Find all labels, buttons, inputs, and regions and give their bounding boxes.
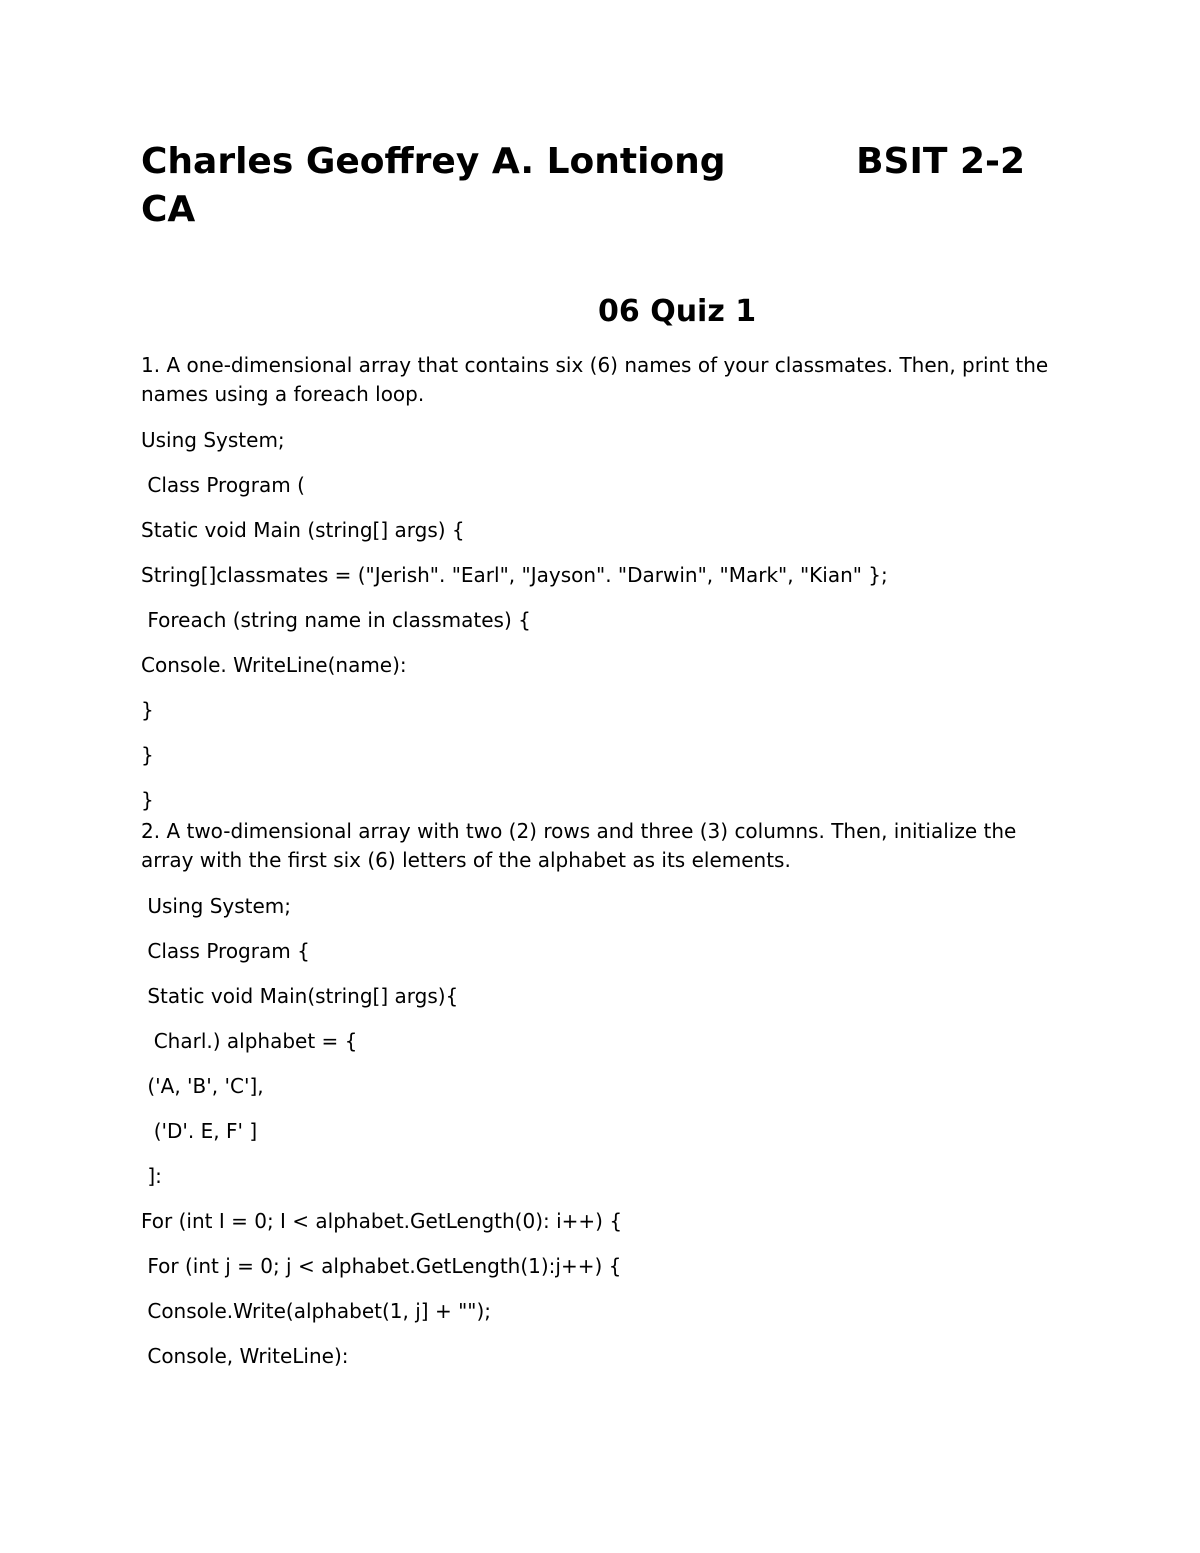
code-line: Console.Write(alphabet(1, j] + ""); — [141, 1299, 492, 1323]
question-2-prompt: 2. A two-dimensional array with two (2) rows and three (3) columns. Then, initialize the array with the first six (6) letters of the alphabet as its elements. — [141, 819, 1017, 872]
code-line: Console. WriteLine(name): — [141, 653, 407, 677]
student-name: Charles Geoffrey A. Lontiong — [141, 141, 726, 182]
code-line: } — [141, 698, 154, 722]
student-section-continued: CA — [141, 189, 196, 230]
code-line: String[]classmates = ("Jerish". "Earl", "Jayson". "Darwin", "Mark", "Kian" }; — [141, 563, 888, 587]
question-1-prompt: 1. A one-dimensional array that contains six (6) names of your classmates. Then, print the names using a foreach loop. — [141, 353, 1049, 406]
code-line: ('A, 'B', 'C'], — [141, 1074, 264, 1098]
code-line: Class Program ( — [141, 473, 305, 497]
code-line: Using System; — [141, 428, 285, 452]
code-line: Class Program { — [141, 939, 310, 963]
page-title: 06 Quiz 1 — [598, 294, 757, 329]
code-line: For (int j = 0; j < alphabet.GetLength(1):j++) { — [141, 1254, 622, 1278]
code-line: Static void Main(string[] args){ — [141, 984, 459, 1008]
document-body — [141, 351, 1061, 1386]
code-line: Charl.) alphabet = { — [141, 1029, 358, 1053]
code-line: ]: — [141, 1164, 162, 1188]
header-line — [141, 138, 1025, 186]
student-section: BSIT 2-2 — [856, 141, 1025, 182]
code-line: } — [141, 743, 154, 767]
code-line: Static void Main (string[] args) { — [141, 518, 465, 542]
code-line: Using System; — [141, 894, 292, 918]
code-line: For (int I = 0; I < alphabet.GetLength(0): i++) { — [141, 1209, 623, 1233]
code-line: } — [141, 788, 154, 812]
code-line: Console, WriteLine): — [141, 1344, 349, 1368]
code-line: Foreach (string name in classmates) { — [141, 608, 531, 632]
code-line: ('D'. E, F' ] — [141, 1119, 258, 1143]
document-header — [141, 138, 1041, 234]
